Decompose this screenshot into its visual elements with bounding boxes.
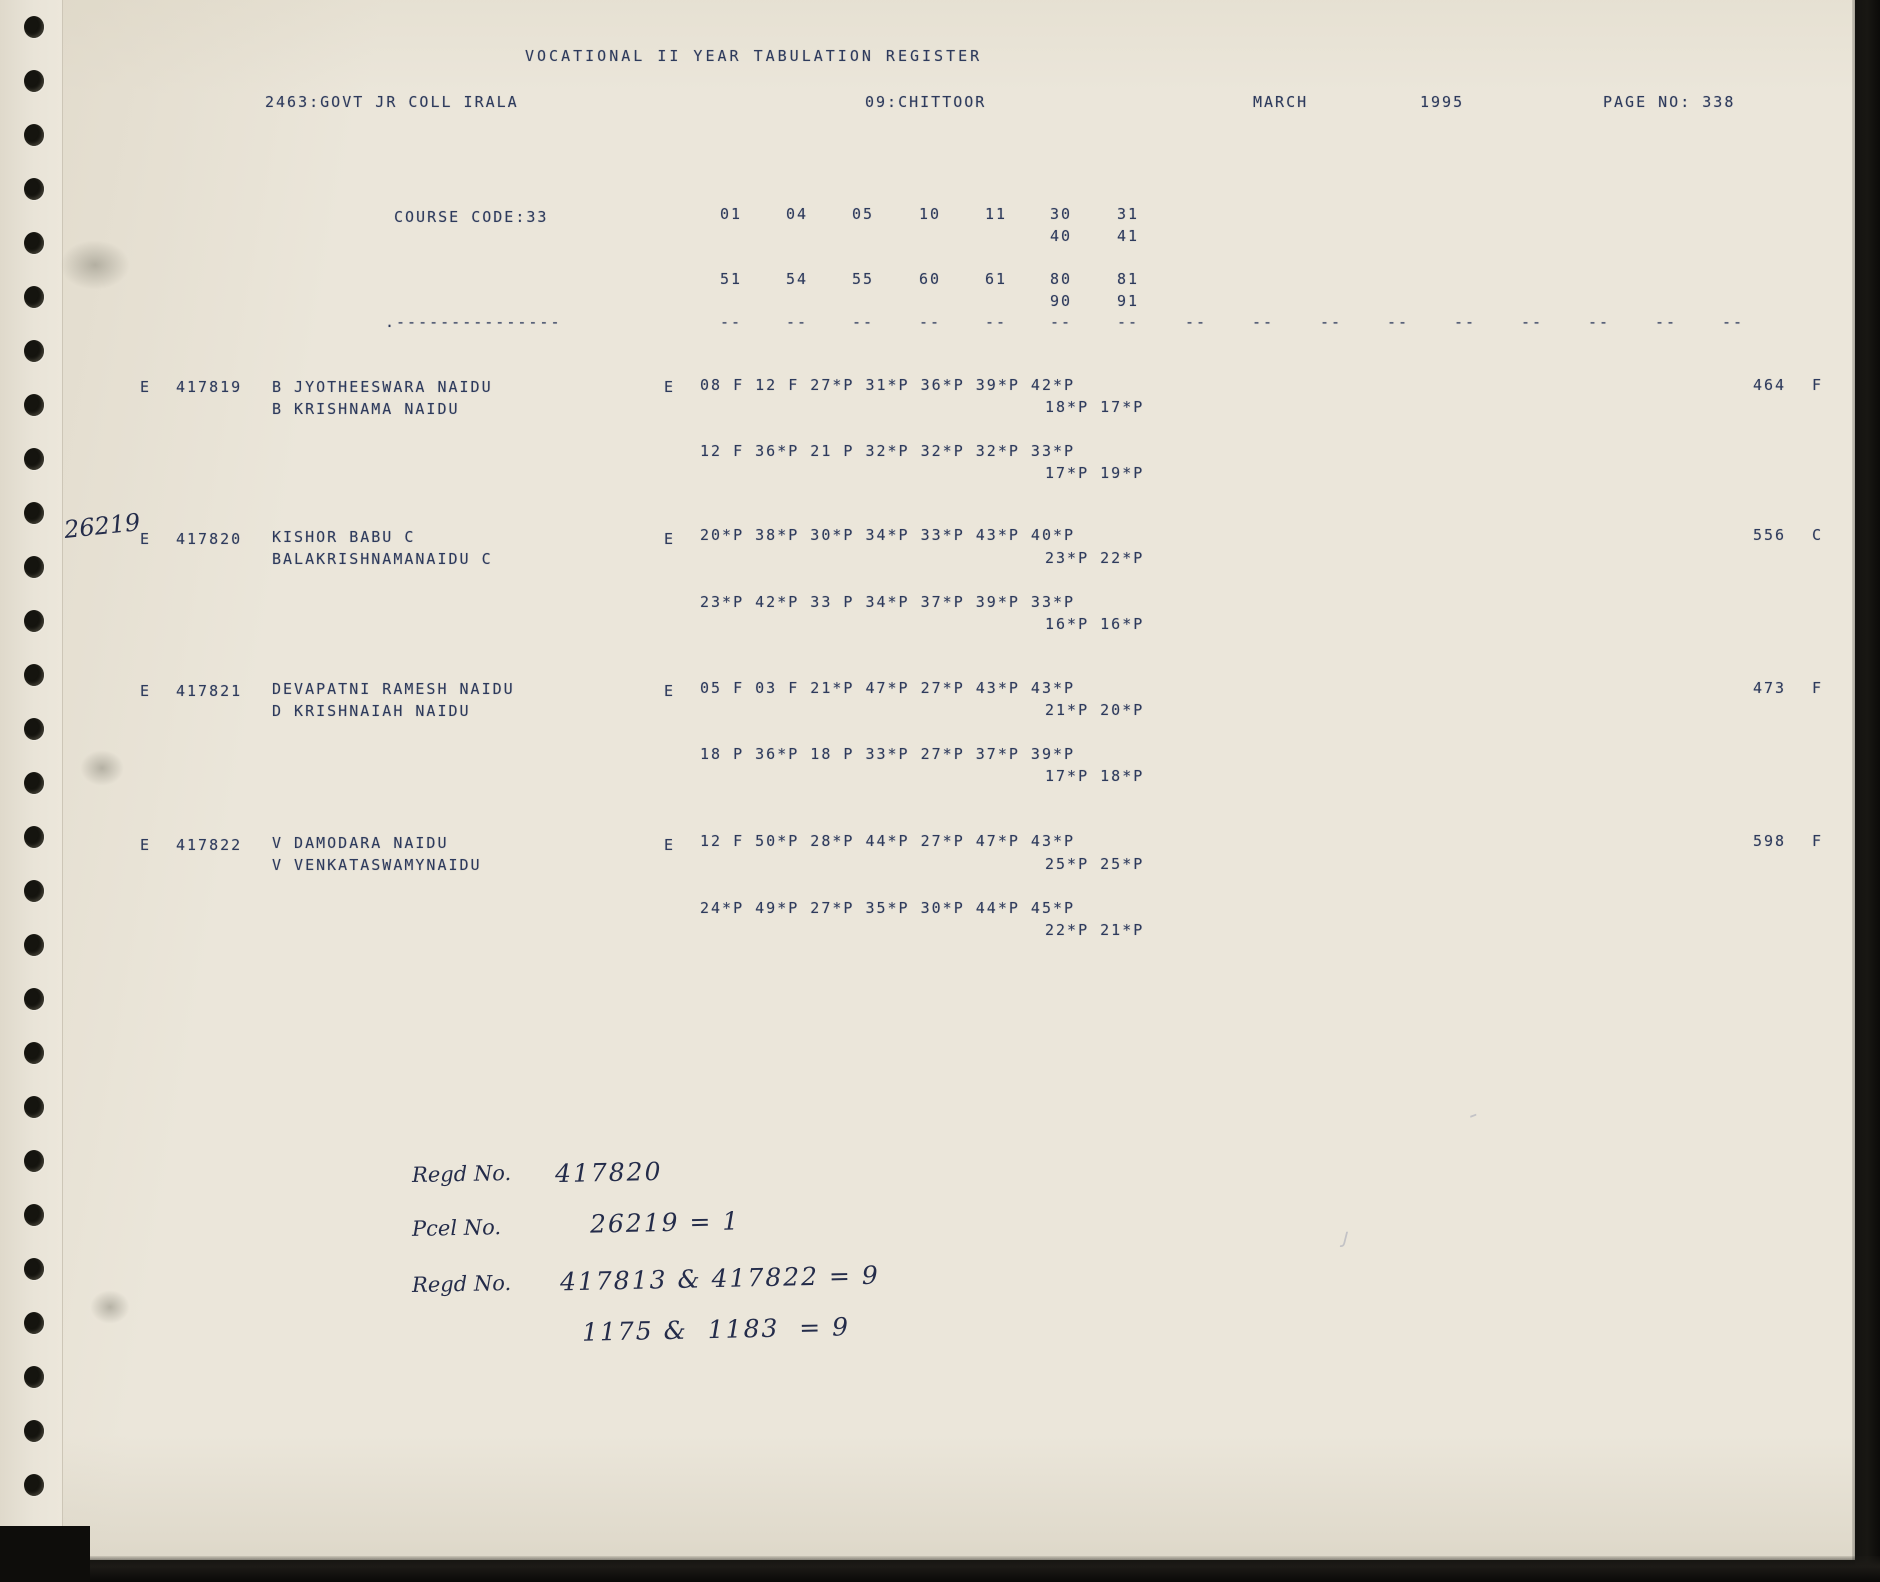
- column-dash: --: [1521, 313, 1544, 331]
- feed-hole: [24, 124, 44, 146]
- tractor-feed-strip: [0, 0, 63, 1560]
- subject-code: 51: [720, 270, 743, 288]
- record-marks-line: 16*P 16*P: [1045, 615, 1145, 633]
- subject-code: 81: [1117, 270, 1140, 288]
- feed-hole: [24, 70, 44, 92]
- feed-hole: [24, 718, 44, 740]
- record-result: F: [1812, 679, 1824, 697]
- subject-code: 61: [985, 270, 1008, 288]
- column-dash: --: [852, 313, 875, 331]
- feed-hole: [24, 1474, 44, 1496]
- column-dash: --: [1117, 313, 1140, 331]
- feed-hole: [24, 448, 44, 470]
- dotted-rule: .---------------: [385, 313, 562, 331]
- record-total: 464: [1753, 376, 1787, 394]
- feed-hole: [24, 232, 44, 254]
- subject-code: 30: [1050, 205, 1073, 223]
- subject-code: 41: [1117, 227, 1140, 245]
- note-pcel-no-label: Pcel No.: [411, 1215, 502, 1241]
- column-dash: --: [786, 313, 809, 331]
- column-dash: --: [1252, 313, 1275, 331]
- feed-hole: [24, 934, 44, 956]
- record-father-name: B KRISHNAMA NAIDU: [272, 400, 460, 418]
- feed-hole: [24, 1042, 44, 1064]
- feed-hole: [24, 1150, 44, 1172]
- column-dash: --: [1722, 313, 1745, 331]
- record-marks-line: 05 F 03 F 21*P 47*P 27*P 43*P 43*P: [700, 679, 1076, 697]
- record-flag: E: [140, 682, 152, 700]
- subject-code: 91: [1117, 292, 1140, 310]
- record-name: DEVAPATNI RAMESH NAIDU: [272, 680, 515, 698]
- subject-code: 05: [852, 205, 875, 223]
- feed-hole: [24, 826, 44, 848]
- subject-code: 10: [919, 205, 942, 223]
- record-reg-no: 417822: [176, 836, 243, 854]
- record-total: 598: [1753, 832, 1787, 850]
- feed-hole: [24, 502, 44, 524]
- column-dash: --: [1050, 313, 1073, 331]
- month-label: MARCH: [1253, 93, 1309, 111]
- record-reg-no: 417821: [176, 682, 243, 700]
- subject-code: 31: [1117, 205, 1140, 223]
- feed-hole: [24, 1420, 44, 1442]
- record-marks-line: 12 F 50*P 28*P 44*P 27*P 47*P 43*P: [700, 832, 1076, 850]
- record-marks-line: 12 F 36*P 21 P 32*P 32*P 32*P 33*P: [700, 442, 1076, 460]
- record-medium: E: [664, 836, 676, 854]
- district-label: 09:CHITTOOR: [865, 93, 987, 111]
- feed-hole: [24, 16, 44, 38]
- subject-code: 11: [985, 205, 1008, 223]
- feed-hole: [24, 178, 44, 200]
- page-edge-shadow-right: [1852, 0, 1880, 1582]
- feed-hole: [24, 1096, 44, 1118]
- column-dash: --: [919, 313, 942, 331]
- record-name: KISHOR BABU C: [272, 528, 416, 546]
- record-marks-line: 17*P 18*P: [1045, 767, 1145, 785]
- record-father-name: BALAKRISHNAMANAIDU C: [272, 550, 493, 568]
- page-title: VOCATIONAL II YEAR TABULATION REGISTER: [525, 47, 983, 65]
- feed-hole: [24, 664, 44, 686]
- year-label: 1995: [1420, 93, 1465, 111]
- record-father-name: V VENKATASWAMYNAIDU: [272, 856, 482, 874]
- subject-code: 01: [720, 205, 743, 223]
- feed-hole: [24, 1312, 44, 1334]
- feed-hole: [24, 610, 44, 632]
- record-result: F: [1812, 832, 1824, 850]
- column-dash: --: [1387, 313, 1410, 331]
- feed-hole: [24, 556, 44, 578]
- paper-smudge: [80, 750, 124, 786]
- record-reg-no: 417820: [176, 530, 243, 548]
- page-edge-shadow-bottom: [0, 1556, 1880, 1582]
- record-flag: E: [140, 836, 152, 854]
- record-marks-line: 21*P 20*P: [1045, 701, 1145, 719]
- subject-code: 55: [852, 270, 875, 288]
- subject-code: 04: [786, 205, 809, 223]
- record-father-name: D KRISHNAIAH NAIDU: [272, 702, 471, 720]
- subject-code: 60: [919, 270, 942, 288]
- record-name: B JYOTHEESWARA NAIDU: [272, 378, 493, 396]
- column-dash: --: [1320, 313, 1343, 331]
- record-result: F: [1812, 376, 1824, 394]
- note-regd-range-label: Regd No.: [411, 1270, 512, 1298]
- faint-pencil-mark: ـ: [1464, 1097, 1478, 1123]
- note-regd-no-value: 417820: [554, 1156, 663, 1189]
- feed-hole: [24, 1204, 44, 1226]
- note-serial-range-value: 1175 & 1183 = 9: [581, 1312, 851, 1347]
- record-marks-line: 08 F 12 F 27*P 31*P 36*P 39*P 42*P: [700, 376, 1076, 394]
- record-marks-line: 23*P 42*P 33 P 34*P 37*P 39*P 33*P: [700, 593, 1076, 611]
- feed-hole: [24, 286, 44, 308]
- margin-annotation-number: 26219: [62, 508, 142, 544]
- record-marks-line: 25*P 25*P: [1045, 855, 1145, 873]
- record-marks-line: 18 P 36*P 18 P 33*P 27*P 37*P 39*P: [700, 745, 1076, 763]
- record-medium: E: [664, 378, 676, 396]
- subject-code: 80: [1050, 270, 1073, 288]
- feed-hole: [24, 1366, 44, 1388]
- record-total: 473: [1753, 679, 1787, 697]
- paper-smudge: [60, 240, 130, 290]
- column-dash: --: [1655, 313, 1678, 331]
- page-number-label: PAGE NO: 338: [1603, 93, 1736, 111]
- page-corner-shadow: [0, 1526, 90, 1582]
- record-flag: E: [140, 378, 152, 396]
- record-result: C: [1812, 526, 1824, 544]
- course-code-label: COURSE CODE:33: [394, 208, 549, 226]
- record-marks-line: 24*P 49*P 27*P 35*P 30*P 44*P 45*P: [700, 899, 1076, 917]
- column-dash: --: [1454, 313, 1477, 331]
- record-marks-line: 18*P 17*P: [1045, 398, 1145, 416]
- subject-code: 90: [1050, 292, 1073, 310]
- column-dash: --: [720, 313, 743, 331]
- record-medium: E: [664, 682, 676, 700]
- feed-hole: [24, 340, 44, 362]
- feed-hole: [24, 988, 44, 1010]
- feed-hole: [24, 1258, 44, 1280]
- record-marks-line: 22*P 21*P: [1045, 921, 1145, 939]
- note-regd-no-label: Regd No.: [411, 1160, 512, 1188]
- record-marks-line: 20*P 38*P 30*P 34*P 33*P 43*P 40*P: [700, 526, 1076, 544]
- feed-hole: [24, 772, 44, 794]
- record-total: 556: [1753, 526, 1787, 544]
- column-dash: --: [985, 313, 1008, 331]
- feed-hole: [24, 394, 44, 416]
- note-pcel-no-value: 26219 = 1: [589, 1206, 741, 1239]
- record-reg-no: 417819: [176, 378, 243, 396]
- college-label: 2463:GOVT JR COLL IRALA: [265, 93, 519, 111]
- paper-smudge: [90, 1290, 130, 1324]
- column-dash: --: [1588, 313, 1611, 331]
- record-flag: E: [140, 530, 152, 548]
- subject-code: 40: [1050, 227, 1073, 245]
- record-marks-line: 23*P 22*P: [1045, 549, 1145, 567]
- feed-hole: [24, 880, 44, 902]
- faint-pencil-mark: ﻟ: [1340, 1228, 1347, 1252]
- record-name: V DAMODARA NAIDU: [272, 834, 449, 852]
- column-dash: --: [1185, 313, 1208, 331]
- subject-code: 54: [786, 270, 809, 288]
- record-marks-line: 17*P 19*P: [1045, 464, 1145, 482]
- record-medium: E: [664, 530, 676, 548]
- note-regd-range-value: 417813 & 417822 = 9: [559, 1260, 881, 1297]
